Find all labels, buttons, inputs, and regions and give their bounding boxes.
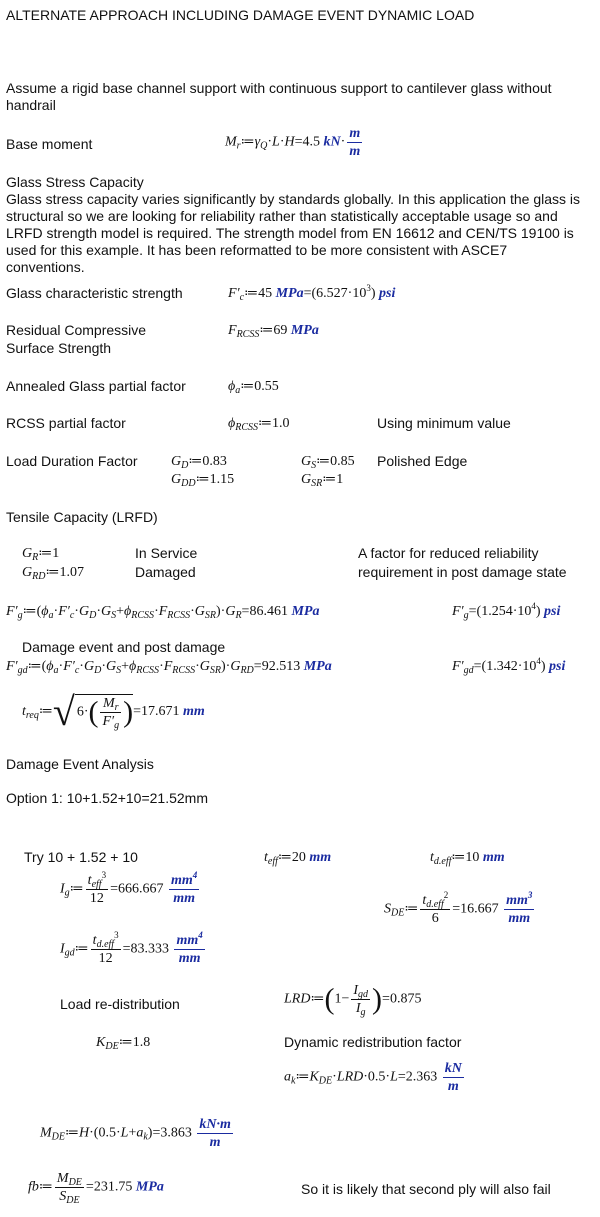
kde-note: Dynamic redistribution factor [284, 1034, 462, 1050]
option-1: Option 1: 10+1.52+10=21.52mm [6, 790, 208, 806]
grd-eq: $G_{RD}≔1.07$ [22, 565, 84, 582]
gd-eq: $G_D≔0.83$ [171, 454, 227, 471]
try-label: Try 10 + 1.52 + 10 [24, 849, 138, 865]
char-strength-label: Glass characteristic strength [6, 285, 183, 301]
dea-heading: Damage Event Analysis [6, 756, 154, 772]
page-title: ALTERNATE APPROACH INCLUDING DAMAGE EVENT DYNAMIC LOAD [6, 7, 475, 23]
char-strength-eq: $F'_c≔45$ $MPa=(6.527\cdot 10^3)$ psi [228, 283, 396, 303]
duration-note: Polished Edge [377, 453, 468, 469]
grd-note: Damaged [135, 564, 196, 580]
glass-stress-heading: Glass Stress Capacity [6, 174, 144, 190]
gs-eq: $G_S≔0.85$ [301, 454, 355, 471]
tensile-heading: Tensile Capacity (LRFD) [6, 509, 158, 525]
lrd-label: Load re-distribution [60, 996, 180, 1012]
sde-eq: $S_{DE}≔$ $\frac{t_{d.eff}^2}{6}$ =16.667 $\frac{mm^3}{mm}$ [384, 890, 533, 926]
igd-eq: $I_{gd}≔$ $\frac{t_{d.eff}^3}{12}$ =83.333 $\frac{mm^4}{mm}$ [60, 930, 203, 966]
intro-text: Assume a rigid base channel support with continuous support to cantilever glass without handrail [6, 80, 552, 113]
lrd-eq: LRD≔(1− $\frac{I_{gd}}{I_g}$ )=0.875 [284, 982, 422, 1018]
gsr-eq: $G_{SR}≔1$ [301, 472, 344, 489]
gr-eq: $G_R≔1$ [22, 546, 60, 563]
damage-post-label: Damage event and post damage [22, 639, 226, 655]
rcss-factor-note: Using minimum value [377, 415, 511, 431]
fg-psi: $F'_g=(1.254\cdot 10^4)$ psi [452, 601, 561, 621]
base-moment-eq: $M_r≔\gamma_Q\cdot L\cdot H=4.5$ kN· $\frac{m}{m}$ [225, 126, 361, 159]
teff-eq: $t_{eff}≔20$ mm [264, 850, 332, 867]
gr-note: In Service [135, 545, 198, 561]
fg-eq: $F'_g≔(\phi_a\cdot F'_c\cdot G_D\cdot G_S+\phi_{RCSS}\cdot F_{RCSS}\cdot G_{SR})\cdot G_R=86.461$ MPa [6, 604, 320, 621]
mde-eq: $M_{DE}≔H\cdot(0.5\cdot L+a_k)=3.863$ $\frac{kN\cdot m}{m}$ [40, 1117, 231, 1150]
fb-eq: fb≔ $\frac{M_{DE}}{S_{DE}}$ =231.75 MPa [28, 1171, 164, 1206]
fgd-eq: $F'_{gd}≔(\phi_a\cdot F'_c\cdot G_D\cdot G_S+\phi_{RCSS}\cdot F_{RCSS}\cdot G_{SR})\cdot G_{RD}=92.513$ MPa [6, 659, 332, 676]
glass-stress-body: Glass stress capacity varies significantly by standards globally. In this application the glass is structural so we are looking for reliability rather than statistically acceptable usage so and LRFD strength model is required. The strength model from EN 16612 and CEN/TS 19100 is used for this example. It has been reformatted to be more consistent with ASCE7 conventions. [6, 191, 581, 275]
rcss-factor-eq: $\phi_{RCSS}≔1.0$ [228, 416, 290, 433]
base-moment-label: Base moment [6, 136, 93, 152]
rcss-factor-label: RCSS partial factor [6, 415, 126, 431]
treq-eq: $t_{req}≔√$ 6·( $\frac{M_r}{F'_g}$ )=17.671 mm [22, 689, 205, 734]
tensile-note-2: requirement in post damage state [358, 564, 567, 580]
duration-label: Load Duration Factor [6, 453, 138, 469]
rcss-label-2: Surface Strength [6, 340, 112, 356]
ig-eq: $I_g≔$ $\frac{t_{eff}^3}{12}$ =666.667 $\frac{mm^4}{mm}$ [60, 870, 198, 906]
ak-eq: $a_k≔K_{DE}\cdot LRD\cdot 0.5\cdot L=2.363$ $\frac{kN}{m}$ [284, 1061, 462, 1094]
fgd-psi: $F'_{gd}=(1.342\cdot 10^4)$ psi [452, 656, 566, 676]
annealed-eq: $\phi_a≔0.55$ [228, 379, 279, 396]
gdd-eq: $G_{DD}≔1.15$ [171, 472, 235, 489]
tdeff-eq: $t_{d.eff}≔10$ mm [430, 850, 505, 867]
annealed-label: Annealed Glass partial factor [6, 378, 186, 394]
rcss-label-1: Residual Compressive [6, 322, 147, 338]
tensile-note-1: A factor for reduced reliability [358, 545, 539, 561]
kde-eq: $K_{DE}≔1.8$ [96, 1035, 151, 1052]
rcss-eq: $F_{RCSS}≔69$ MPa [228, 323, 319, 340]
fb-note: So it is likely that second ply will also fail [301, 1181, 551, 1197]
